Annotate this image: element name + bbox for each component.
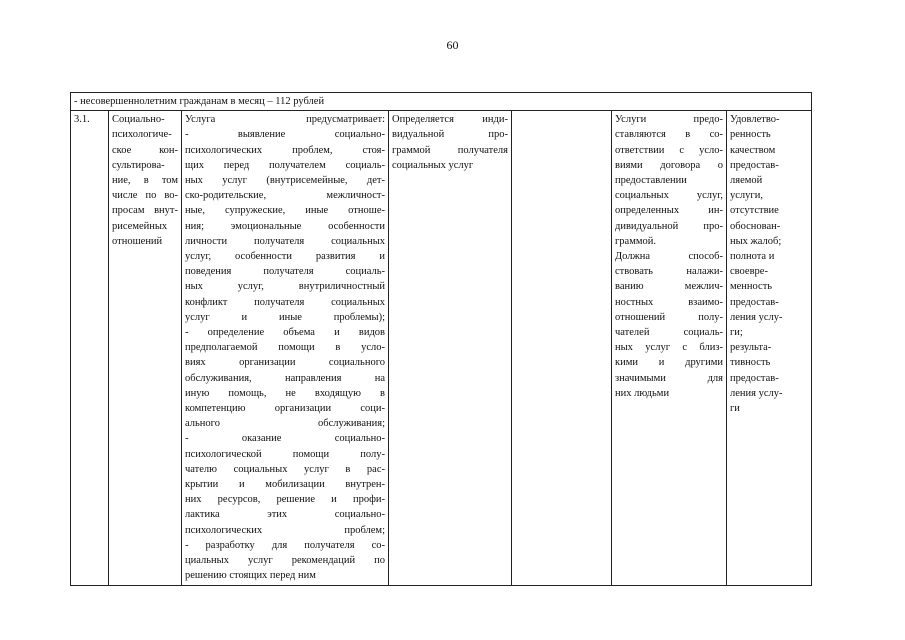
empty-cell — [512, 111, 612, 585]
text-line: предполагаемой помощи в усло- — [185, 342, 385, 354]
text-line: предостав- — [730, 296, 779, 308]
text-line: чателю социальных услуг в рас- — [185, 463, 385, 475]
text-line: числе по во- — [112, 190, 178, 202]
quality-indicators-cell — [727, 111, 812, 585]
text-line: ответствии с усло- — [615, 144, 723, 156]
table-row — [71, 111, 812, 585]
text-line: ставляются в со- — [615, 129, 723, 141]
text-line: полнота и — [730, 251, 775, 263]
text-line: личности получателя социальных — [185, 235, 385, 247]
text-line: психологиче- — [112, 129, 172, 141]
text-line: - определение объема и видов — [185, 327, 385, 339]
text-line: лактика этих социально- — [185, 509, 385, 521]
text-line: ных услуг (внутрисемейные, дет- — [185, 175, 385, 187]
text-line: них ресурсов, решение и профи- — [185, 494, 385, 506]
text-line: Определяется инди- — [392, 114, 508, 126]
text-line: качеством — [730, 144, 776, 156]
text-line: обслуживания, направления на — [185, 372, 385, 384]
text-line: обоснован- — [730, 220, 781, 232]
text-line: Услуга предусматривает: — [185, 114, 385, 126]
row-number-cell: 3.1. — [71, 111, 109, 585]
text-line: своевре- — [730, 266, 768, 278]
text-line: отношений полу- — [615, 311, 723, 323]
text-line: поведения получателя социаль- — [185, 266, 385, 278]
text-line: ных услуг, внутриличностный — [185, 281, 385, 293]
text-line: ния; эмоциональные особенности — [185, 220, 385, 232]
service-description-cell — [182, 111, 389, 585]
text-line: - разработку для получателя со- — [185, 539, 385, 551]
text-line: Удовлетво- — [730, 114, 780, 126]
text-line: конфликт получателя социальных — [185, 296, 385, 308]
text-line: менность — [730, 281, 773, 293]
text-line: граммой. — [615, 235, 657, 247]
text-line: отсутствие — [730, 205, 779, 217]
services-table — [70, 92, 812, 586]
text-line: психологических проблем; — [185, 524, 385, 536]
text-line: граммой получателя — [392, 144, 508, 156]
text-line: социальных услуг — [392, 159, 474, 171]
text-line: определенных ин- — [615, 205, 723, 217]
service-conditions-cell — [612, 111, 727, 585]
text-line: ское кон- — [112, 144, 178, 156]
text-line: ные, супружеские, иные отноше- — [185, 205, 385, 217]
text-line: значимыми для — [615, 372, 723, 384]
text-line: предостав- — [730, 159, 779, 171]
text-line: них людьми — [615, 387, 670, 399]
text-line: услуг и иные проблемы); — [185, 311, 385, 323]
text-line: Услуги предо- — [615, 114, 723, 126]
text-line: щих перед получателем социаль- — [185, 159, 385, 171]
text-line: предостав- — [730, 372, 779, 384]
text-line: ления услу- — [730, 387, 783, 399]
text-line: ных услуг с близ- — [615, 342, 723, 354]
service-name-cell — [109, 111, 182, 585]
text-line: ального обслуживания; — [185, 418, 385, 430]
text-line: психологических проблем, стоя- — [185, 144, 385, 156]
text-line: ги; — [730, 327, 743, 339]
text-line: - выявление социально- — [185, 129, 385, 141]
text-line: решению стоящих перед ним — [185, 570, 316, 582]
text-line: чателей социаль- — [615, 327, 723, 339]
text-line: тивность — [730, 357, 771, 369]
text-line: ванию межлич- — [615, 281, 723, 293]
text-line: ствовать налажи- — [615, 266, 723, 278]
text-line: ренность — [730, 129, 771, 141]
text-line: компетенцию организации соци- — [185, 403, 385, 415]
text-line: отношений — [112, 235, 163, 247]
text-line: психологической помощи полу- — [185, 448, 385, 460]
text-line: дивидуальной про- — [615, 220, 723, 232]
text-line: ляемой — [730, 175, 763, 187]
text-line: иную помощь, не входящую в — [185, 387, 385, 399]
text-line: Должна способ- — [615, 251, 723, 263]
text-line: сультирова- — [112, 159, 165, 171]
text-line: результа- — [730, 342, 772, 354]
page-number: 60 — [446, 38, 459, 52]
text-line: социальных услуг, — [615, 190, 723, 202]
text-line: видуальной про- — [392, 129, 508, 141]
text-line: циальных услуг рекомендаций по — [185, 555, 385, 567]
text-line: крытии и мобилизации внутрен- — [185, 479, 385, 491]
text-line: виями договора о — [615, 159, 723, 171]
text-line: ностных взаимо- — [615, 296, 723, 308]
text-line: рисемейных — [112, 220, 168, 232]
text-line: ско-родительские, межличност- — [185, 190, 385, 202]
text-line: услуг, особенности развития и — [185, 251, 385, 263]
text-line: услуги, — [730, 190, 763, 202]
service-volume-cell — [389, 111, 512, 585]
text-line: просам внут- — [112, 205, 178, 217]
text-line: ние, в том — [112, 175, 178, 187]
text-line: ления услу- — [730, 311, 783, 323]
text-line: ных жалоб; — [730, 235, 782, 247]
text-line: Социально- — [112, 114, 165, 126]
text-line: кими и другими — [615, 357, 723, 369]
text-line: предоставлении — [615, 175, 687, 187]
header-cell: - несовершеннолетним гражданам в месяц – 112 рублей — [71, 93, 812, 111]
text-line: виях организации социального — [185, 357, 385, 369]
table-header-row — [71, 93, 812, 111]
text-line: ги — [730, 403, 740, 415]
text-line: - оказание социально- — [185, 433, 385, 445]
